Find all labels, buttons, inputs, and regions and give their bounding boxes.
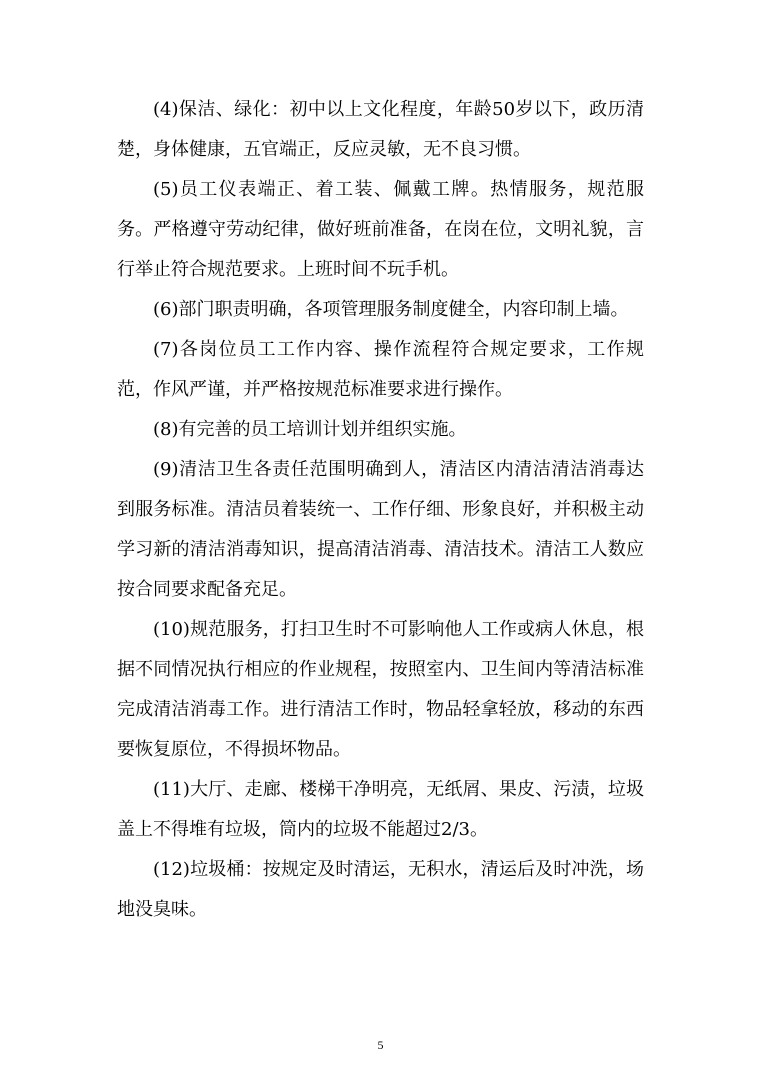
paragraph-12: (12)垃圾桶：按规定及时清运，无积水，清运后及时冲洗，场地没臭味。 [117,859,644,920]
paragraph-6: (6)部门职责明确，各项管理服务制度健全，内容印制上墙。 [153,299,629,320]
page-number: 5 [377,1038,384,1052]
paragraph-11: (11)大厅、走廊、楼梯干净明亮，无纸屑、果皮、污渍，垃圾盖上不得堆有垃圾，筒内的垃圾不能超过2/3。 [117,779,644,840]
paragraph-7: (7)各岗位员工工作内容、操作流程符合规定要求，工作规范，作风严谨，并严格按规范标准要求进行操作。 [117,339,644,400]
document-body [117,90,644,930]
paragraph-9: (9)清洁卫生各责任范围明确到人，清洁区内清洁清洁消毒达到服务标准。清洁员着装统一、工作仔细、形象良好，并积极主动学习新的清洁消毒知识，提高清洁消毒、清洁技术。清洁工人数应按合同要求配备充足。 [117,459,644,600]
paragraph-5: (5)员工仪表端正、着工装、佩戴工牌。热情服务，规范服务。严格遵守劳动纪律，做好班前准备，在岗在位，文明礼貌，言行举止符合规范要求。上班时间不玩手机。 [117,179,644,280]
paragraph-4: (4)保洁、绿化：初中以上文化程度，年龄50岁以下，政历清楚，身体健康，五官端正，反应灵敏，无不良习惯。 [117,99,644,160]
paragraph-8: (8)有完善的员工培训计划并组织实施。 [153,419,467,440]
paragraph-10: (10)规范服务，打扫卫生时不可影响他人工作或病人休息，根据不同情况执行相应的作业规程，按照室内、卫生间内等清洁标准完成清洁消毒工作。进行清洁工作时，物品轻拿轻放，移动的东西要恢复原位，不得损坏物品。 [117,619,644,760]
